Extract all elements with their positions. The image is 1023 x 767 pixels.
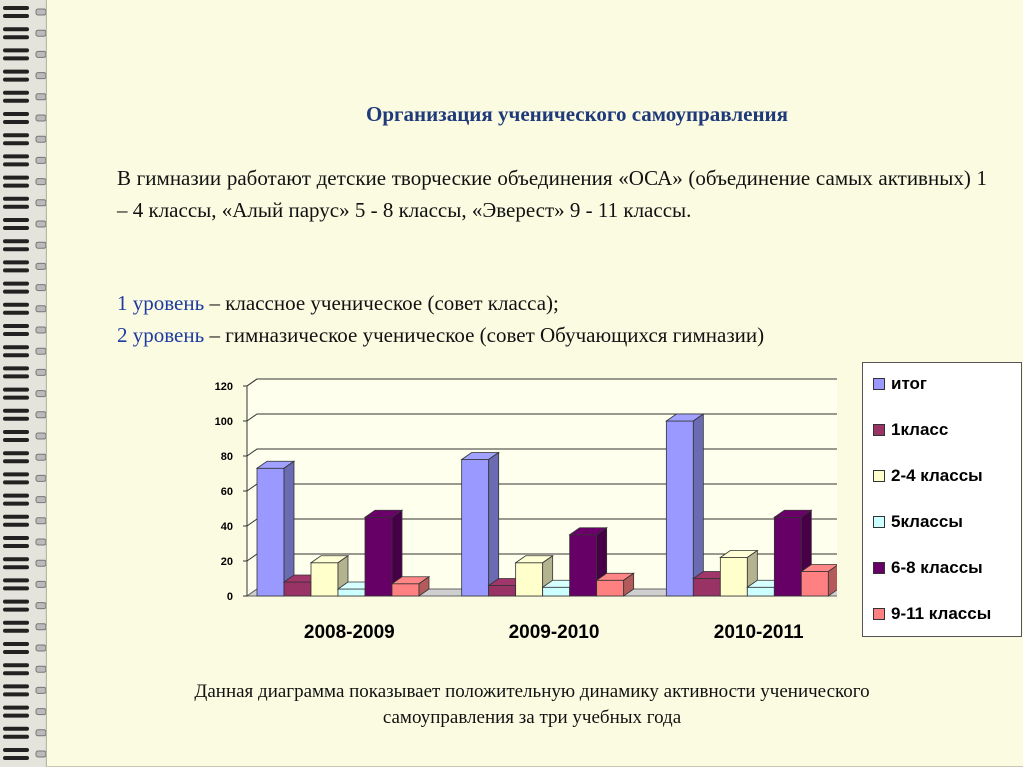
spiral-ring (3, 494, 46, 506)
bar (597, 573, 634, 596)
spiral-ring (3, 557, 46, 569)
spiral-ring (3, 345, 46, 357)
spiral-ring (3, 388, 46, 400)
spiral-ring (3, 48, 46, 60)
spiral-ring (3, 197, 46, 209)
y-tick-label: 20 (220, 556, 233, 568)
legend-label: 1класс (891, 420, 949, 439)
bar (666, 414, 703, 596)
legend-swatch (873, 378, 885, 390)
spiral-ring (3, 218, 46, 230)
spiral-ring (3, 642, 46, 654)
legend-item (873, 419, 948, 441)
spiral-ring (3, 663, 46, 675)
legend-item (873, 511, 963, 533)
spiral-ring (3, 451, 46, 463)
caption-line-1: Данная диаграмма показывает положительную динамику активности ученического (194, 681, 870, 702)
y-tick-label: 120 (214, 381, 233, 393)
spiral-ring (3, 727, 46, 739)
spiral-ring (3, 133, 46, 145)
level-1-label: 1 уровень (117, 291, 205, 315)
legend-label: итог (891, 374, 928, 393)
spiral-ring (3, 6, 46, 18)
spiral-ring (3, 303, 46, 315)
spiral-ring (3, 472, 46, 484)
spiral-ring (3, 621, 46, 633)
spiral-ring (3, 260, 46, 272)
spiral-ring (3, 176, 46, 188)
y-tick-label: 0 (226, 591, 233, 603)
legend-swatch (873, 516, 885, 528)
legend-item (873, 557, 983, 579)
spiral-ring (3, 430, 46, 442)
y-tick-label: 80 (220, 451, 233, 463)
spiral-ring (3, 70, 46, 82)
x-category-label: 2010-2011 (713, 622, 804, 643)
spiral-ring (3, 706, 46, 718)
levels-list (117, 287, 997, 351)
legend-label: 2-4 классы (891, 466, 983, 485)
notebook-spiral-binding (0, 0, 50, 767)
legend-swatch (873, 424, 885, 436)
spiral-ring (3, 578, 46, 590)
chart-caption (87, 679, 977, 731)
spiral-ring (3, 600, 46, 612)
x-category-label: 2009-2010 (508, 622, 600, 643)
spiral-ring (3, 91, 46, 103)
y-tick-label: 100 (214, 416, 233, 428)
spiral-ring (3, 239, 46, 251)
spiral-ring (3, 409, 46, 421)
page-title: Организация ученического самоуправления (366, 102, 788, 126)
legend-swatch (873, 562, 885, 574)
slide-page (46, 0, 1023, 767)
intro-paragraph: В гимназии работают детские творческие объединения «ОСА» (объединение самых активных) 1 – 4 классы, «Алый парус» 5 - 8 классы, «Эверест» 9 - 11 классы. (117, 166, 987, 222)
level-2-label: 2 уровень (117, 323, 205, 347)
legend-label: 5классы (891, 512, 963, 531)
spiral-ring (3, 282, 46, 294)
bar (462, 453, 499, 597)
level-1-text: – классное ученическое (совет класса); (204, 291, 559, 315)
legend-swatch (873, 470, 885, 482)
bar (257, 461, 294, 596)
y-tick-label: 60 (220, 486, 233, 498)
level-2 (117, 319, 997, 351)
legend-item (873, 373, 927, 395)
spiral-ring (3, 154, 46, 166)
legend-label: 6-8 классы (891, 558, 983, 577)
spiral-ring (3, 684, 46, 696)
activity-bar-chart (157, 375, 837, 660)
spiral-ring (3, 536, 46, 548)
x-category-label: 2008-2009 (303, 622, 395, 643)
caption-line-2: самоуправления за три учебных года (382, 707, 682, 728)
bar (392, 577, 429, 596)
spiral-ring (3, 515, 46, 527)
spiral-ring (3, 112, 46, 124)
spiral-ring (3, 324, 46, 336)
bar (801, 565, 837, 597)
legend-label: 9-11 классы (891, 604, 992, 623)
legend-item (873, 465, 983, 487)
spiral-ring (3, 366, 46, 378)
level-2-text: – гимназическое ученическое (совет Обучающихся гимназии) (204, 323, 765, 347)
legend-swatch (873, 608, 885, 620)
spiral-ring (3, 27, 46, 39)
legend-item (873, 603, 991, 625)
y-tick-label: 40 (220, 521, 233, 533)
level-1 (117, 287, 997, 319)
chart-legend (862, 362, 1022, 637)
spiral-ring (3, 748, 46, 760)
